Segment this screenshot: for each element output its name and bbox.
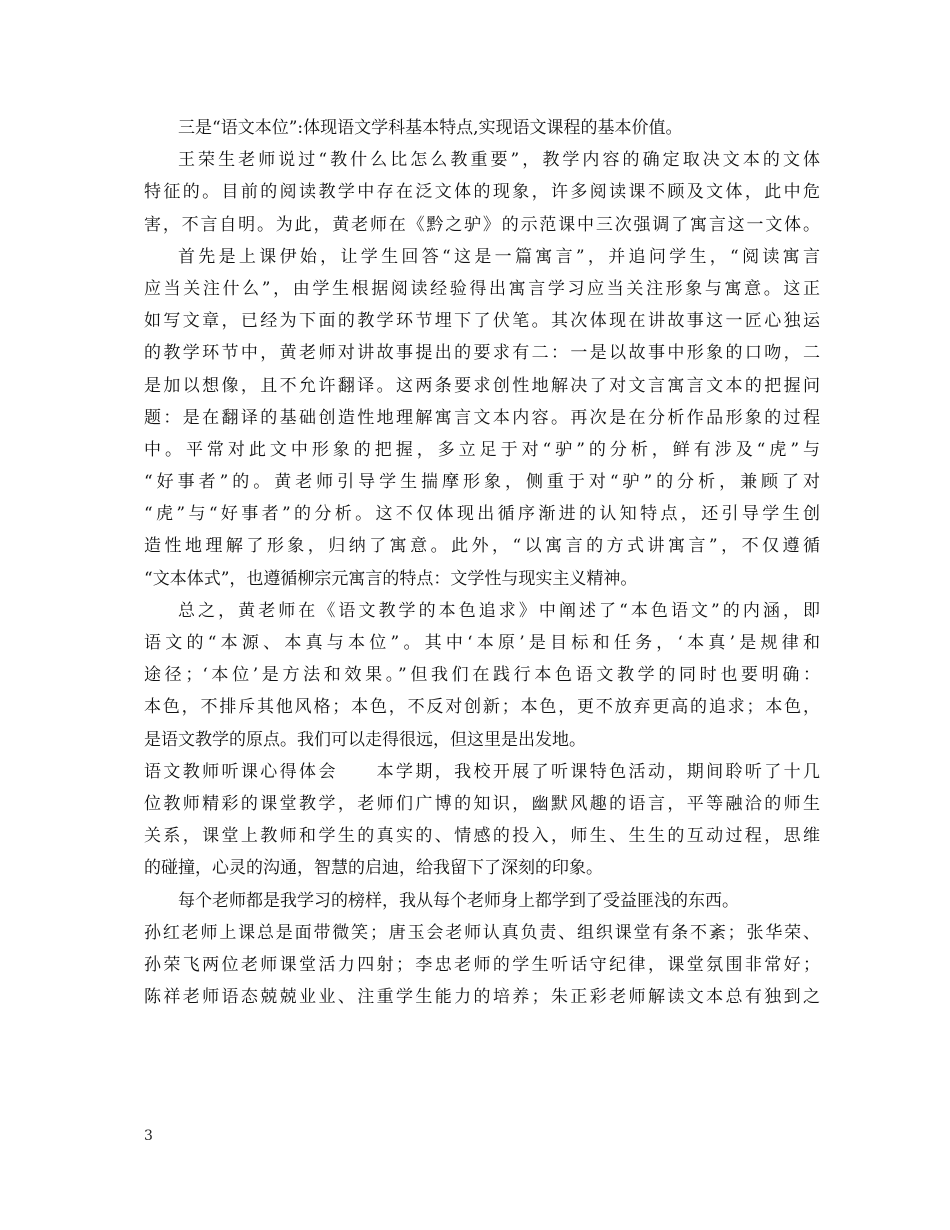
text-line: 造性地理解了形象，归纳了寓意。此外，“以寓言的方式讲寓言”，不仅遵循 <box>144 536 820 557</box>
text-line: 关系，课堂上教师和学生的真实的、情感的投入，师生、生生的互动过程，思维 <box>144 826 820 847</box>
text-line: 途径；‘本位’是方法和效果。”但我们在践行本色语文教学的同时也要明确： <box>144 665 820 686</box>
text-line: “虎”与“好事者”的分析。这不仅体现出循序渐进的认知特点，还引导学生创 <box>144 504 820 525</box>
text-line: 应当关注什么”，由学生根据阅读经验得出寓言学习应当关注形象与寓意。这正 <box>144 278 820 299</box>
text-line: 是语文教学的原点。我们可以走得很远，但这里是出发地。 <box>144 729 586 750</box>
text-line: 语文的“本源、本真与本位”。其中‘本原’是目标和任务，‘本真’是规律和 <box>144 633 820 653</box>
text-line: 位教师精彩的课堂教学，老师们广博的知识，幽默风趣的语言，平等融洽的师生 <box>144 793 820 814</box>
text-line: 害，不言自明。为此，黄老师在《黔之驴》的示范课中三次强调了寓言这一文体。 <box>144 214 820 235</box>
text-line: 的碰撞，心灵的沟通，智慧的启迪，给我留下了深刻的印象。 <box>144 858 603 879</box>
text-line: 的教学环节中，黄老师对讲故事提出的要求有二：一是以故事中形象的口吻，二 <box>144 343 820 364</box>
text-line: 陈祥老师语态兢兢业业、注重学生能力的培养；朱正彩老师解读文本总有独到之 <box>144 987 820 1008</box>
text-line: 题：是在翻译的基础创造性地理解寓言文本内容。再次是在分析作品形象的过程 <box>144 407 820 428</box>
text-line: 孙荣飞两位老师课堂活力四射；李忠老师的学生听话守纪律，课堂氛围非常好； <box>144 954 820 975</box>
text-line: 如写文章，已经为下面的教学环节埋下了伏笔。其次体现在讲故事这一匠心独运 <box>144 311 820 332</box>
text-line: “好事者”的。黄老师引导学生揣摩形象，侧重于对“驴”的分析，兼顾了对 <box>144 472 820 493</box>
text-line: “文本体式”，也遵循柳宗元寓言的特点：文学性与现实主义精神。 <box>144 568 638 589</box>
text-line: 每个老师都是我学习的榜样，我从每个老师身上都学到了受益匪浅的东西。 <box>178 890 739 911</box>
text-line: 首先是上课伊始，让学生回答“这是一篇寓言”，并追问学生，“阅读寓言 <box>178 246 820 267</box>
text-line: 总之，黄老师在《语文教学的本色追求》中阐述了“本色语文”的内涵，即 <box>178 600 820 621</box>
text-line: 中。平常对此文中形象的把握，多立足于对“驴”的分析，鲜有涉及“虎”与 <box>144 439 820 460</box>
page-number: 3 <box>144 1128 153 1144</box>
text-line: 本色，不排斥其他风格；本色，不反对创新；本色，更不放弃更高的追求；本色， <box>144 697 820 718</box>
text-line: 孙红老师上课总是面带微笑；唐玉会老师认真负责、组织课堂有条不紊；张华荣、 <box>144 922 820 943</box>
text-line: 三是“语文本位”:体现语文学科基本特点,实现语文课程的基本价值。 <box>178 118 683 138</box>
text-line: 是加以想像，且不允许翻译。这两条要求创性地解决了对文言寓言文本的把握问 <box>144 375 820 396</box>
document-body <box>144 112 820 1013</box>
text-line: 王荣生老师说过“教什么比怎么教重要”，教学内容的确定取决文本的文体 <box>178 150 820 171</box>
text-line: 特征的。目前的阅读教学中存在泛文体的现象，许多阅读课不顾及文体，此中危 <box>144 182 820 203</box>
text-line: 语文教师听课心得体会 本学期，我校开展了听课特色活动，期间聆听了十几 <box>144 761 820 782</box>
